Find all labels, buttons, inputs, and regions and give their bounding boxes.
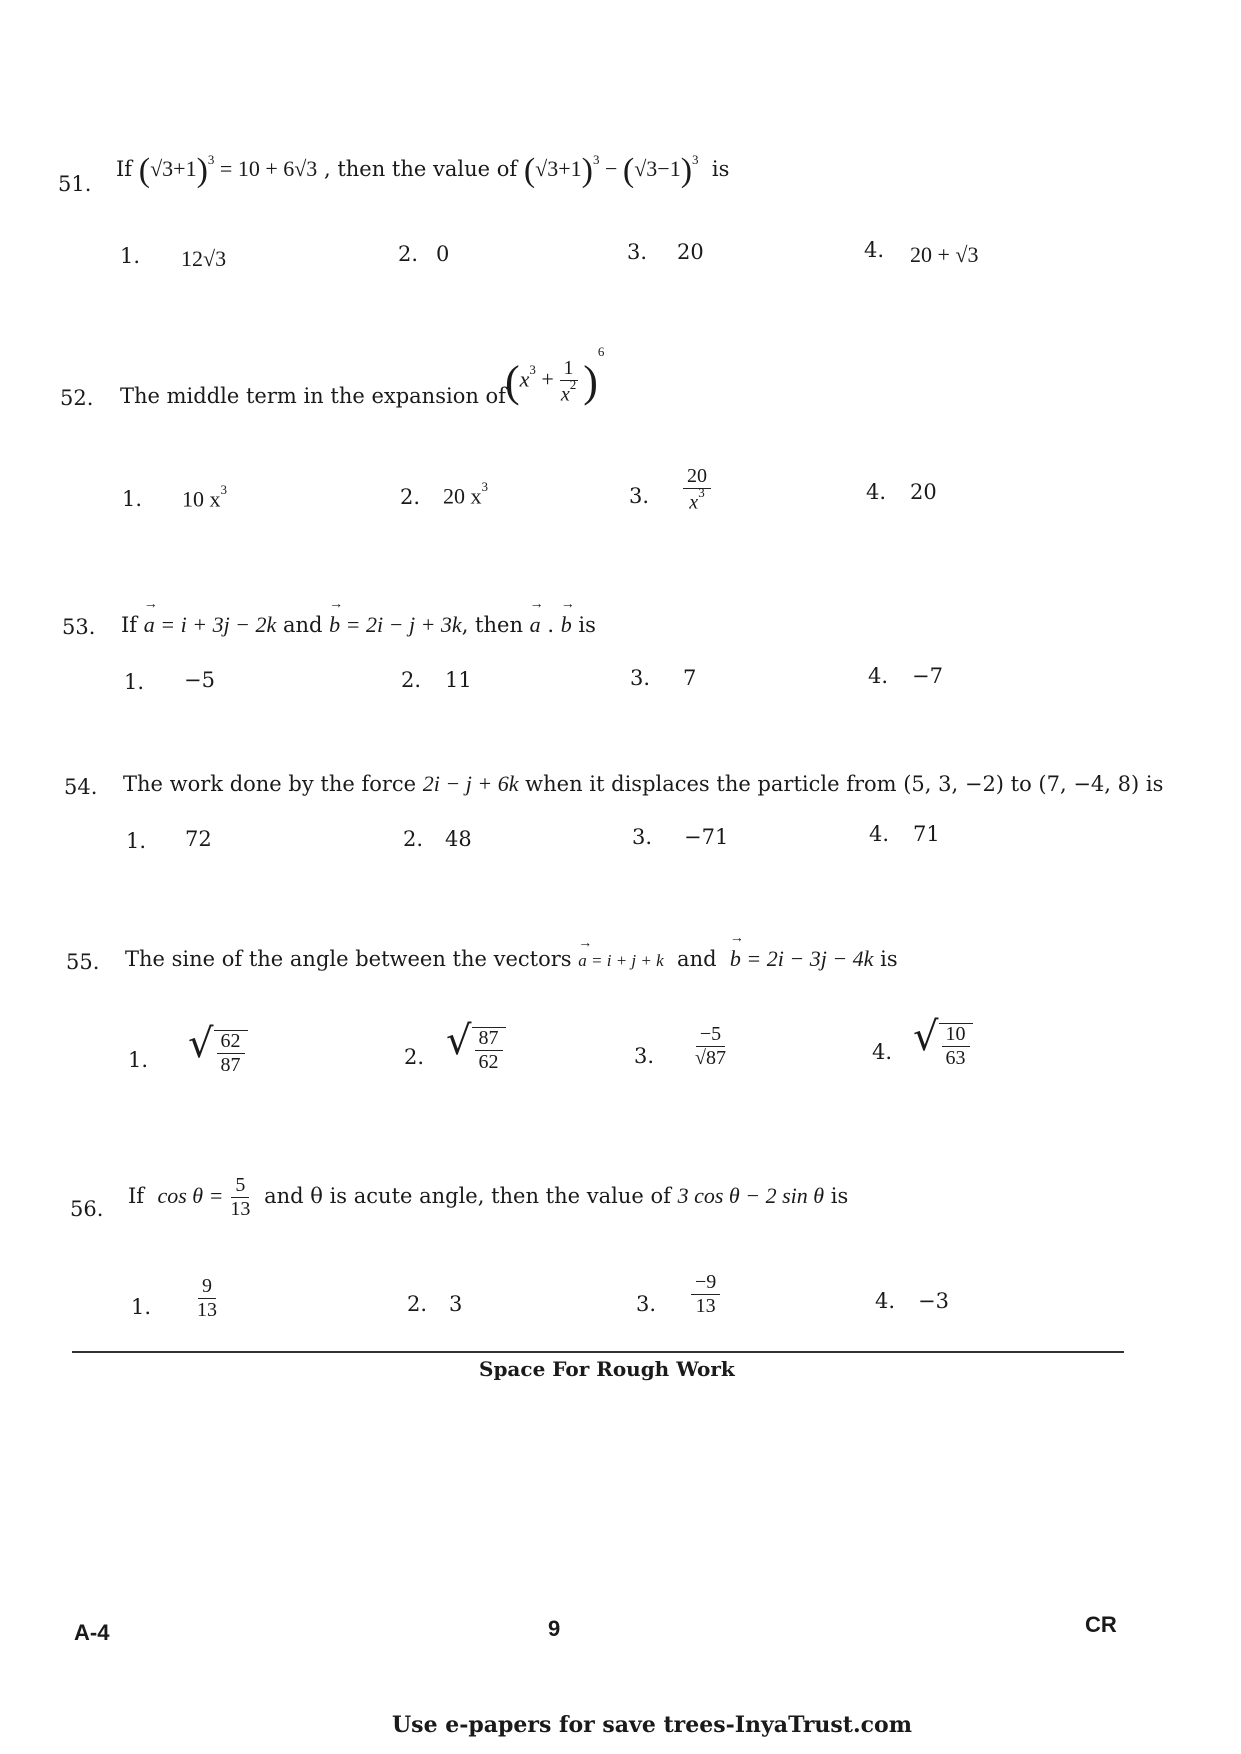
option-value: $\frac{20}{x^3}$ [680,466,714,514]
option-number: 3. [630,666,651,690]
option-value: 48 [445,827,472,851]
option-number: 3. [634,1044,655,1068]
math-expression: $(√3+1)^3 = 10 + 6√3$ [138,151,318,189]
option-number: 1. [124,670,145,694]
question-stem: If → a = i + 3j − 2k and → b = 2i − j + 3k, then → a . → b is [121,612,596,638]
question-number: 56. [70,1197,104,1221]
question-stem: The work done by the force 2i − j + 6k when it displaces the particle from (5, 3, −2) to (7, −4, 8) is [123,771,1164,796]
option-number: 2. [400,485,421,509]
question-number: 52. [60,386,94,410]
question-number: 55. [66,950,100,974]
option-number: 4. [866,480,887,504]
option-value: 12√3 [181,246,227,271]
option-number: 4. [872,1040,893,1064]
option-number: 3. [629,484,650,508]
option-value: 20 $x^3$ [443,479,488,509]
option-value: 7 [683,666,697,690]
footer-code: A-4 [74,1620,110,1645]
option-number: 1. [120,244,141,268]
option-value: 11 [445,668,472,692]
option-value: √ $\frac{62}{87}$ [188,1024,248,1076]
page-number: 9 [548,1616,561,1641]
option-value: 71 [913,822,940,846]
option-value: $\frac{-9}{13}$ [688,1272,723,1317]
option-value: √ $\frac{87}{62}$ [446,1021,506,1073]
question-stem: If cos θ = $\frac{5}{13}$ and θ is acute angle, then the value of 3 cos θ − 2 sin θ is [128,1174,849,1220]
option-value: $\frac{9}{13}$ [197,1275,217,1321]
question-number: 51. [58,172,92,196]
option-value: $\frac{-5}{√87}$ [695,1023,726,1069]
question-stem: The middle term in the expansion of [120,384,506,408]
footer-series: CR [1085,1612,1117,1637]
option-number: 4. [864,238,885,262]
option-number: 2. [398,242,419,266]
question-number: 54. [64,775,98,799]
rough-work-label: Space For Rough Work [479,1357,735,1381]
option-value: −71 [684,825,729,849]
option-number: 2. [403,827,424,851]
math-expression: $(√3+1)^3 - (√3-1)^3$ [523,151,699,189]
option-number: 3. [636,1292,657,1316]
option-number: 4. [868,664,889,688]
option-number: 3. [627,240,648,264]
option-number: 1. [128,1048,149,1072]
watermark-text: Use e-papers for save trees-InyaTrust.com [392,1712,912,1738]
option-number: 2. [407,1292,428,1316]
option-number: 4. [869,822,890,846]
divider [72,1351,1124,1353]
option-number: 2. [401,668,422,692]
question-stem: If $(√3+1)^3 = 10 + 6√3$ , then the value of $(√3+1)^3 - (√3-1)^3$ is [116,151,730,189]
option-number: 4. [875,1289,896,1313]
option-number: 2. [404,1045,425,1069]
math-expression: ($x^3$ + $\frac{1}{x^2}$ )$^6$ [505,344,605,406]
option-value: √ $\frac{10}{63}$ [913,1017,973,1069]
option-value: 10 $x^3$ [182,482,227,512]
option-value: 20 [910,480,937,504]
question-number: 53. [62,615,96,639]
option-number: 1. [131,1295,152,1319]
option-value: 20 + √3 [910,242,979,267]
option-number: 3. [632,825,653,849]
option-value: −3 [918,1289,949,1313]
question-stem: The sine of the angle between the vectors → a = i + j + k and → b = 2i − 3j − 4k is [125,946,898,972]
option-value: −5 [184,668,215,692]
option-number: 1. [122,487,143,511]
option-value: 0 [436,242,450,266]
option-value: −7 [912,664,943,688]
option-number: 1. [126,829,147,853]
option-value: 20 [677,240,704,264]
option-value: 72 [185,827,212,851]
option-value: 3 [449,1292,463,1316]
